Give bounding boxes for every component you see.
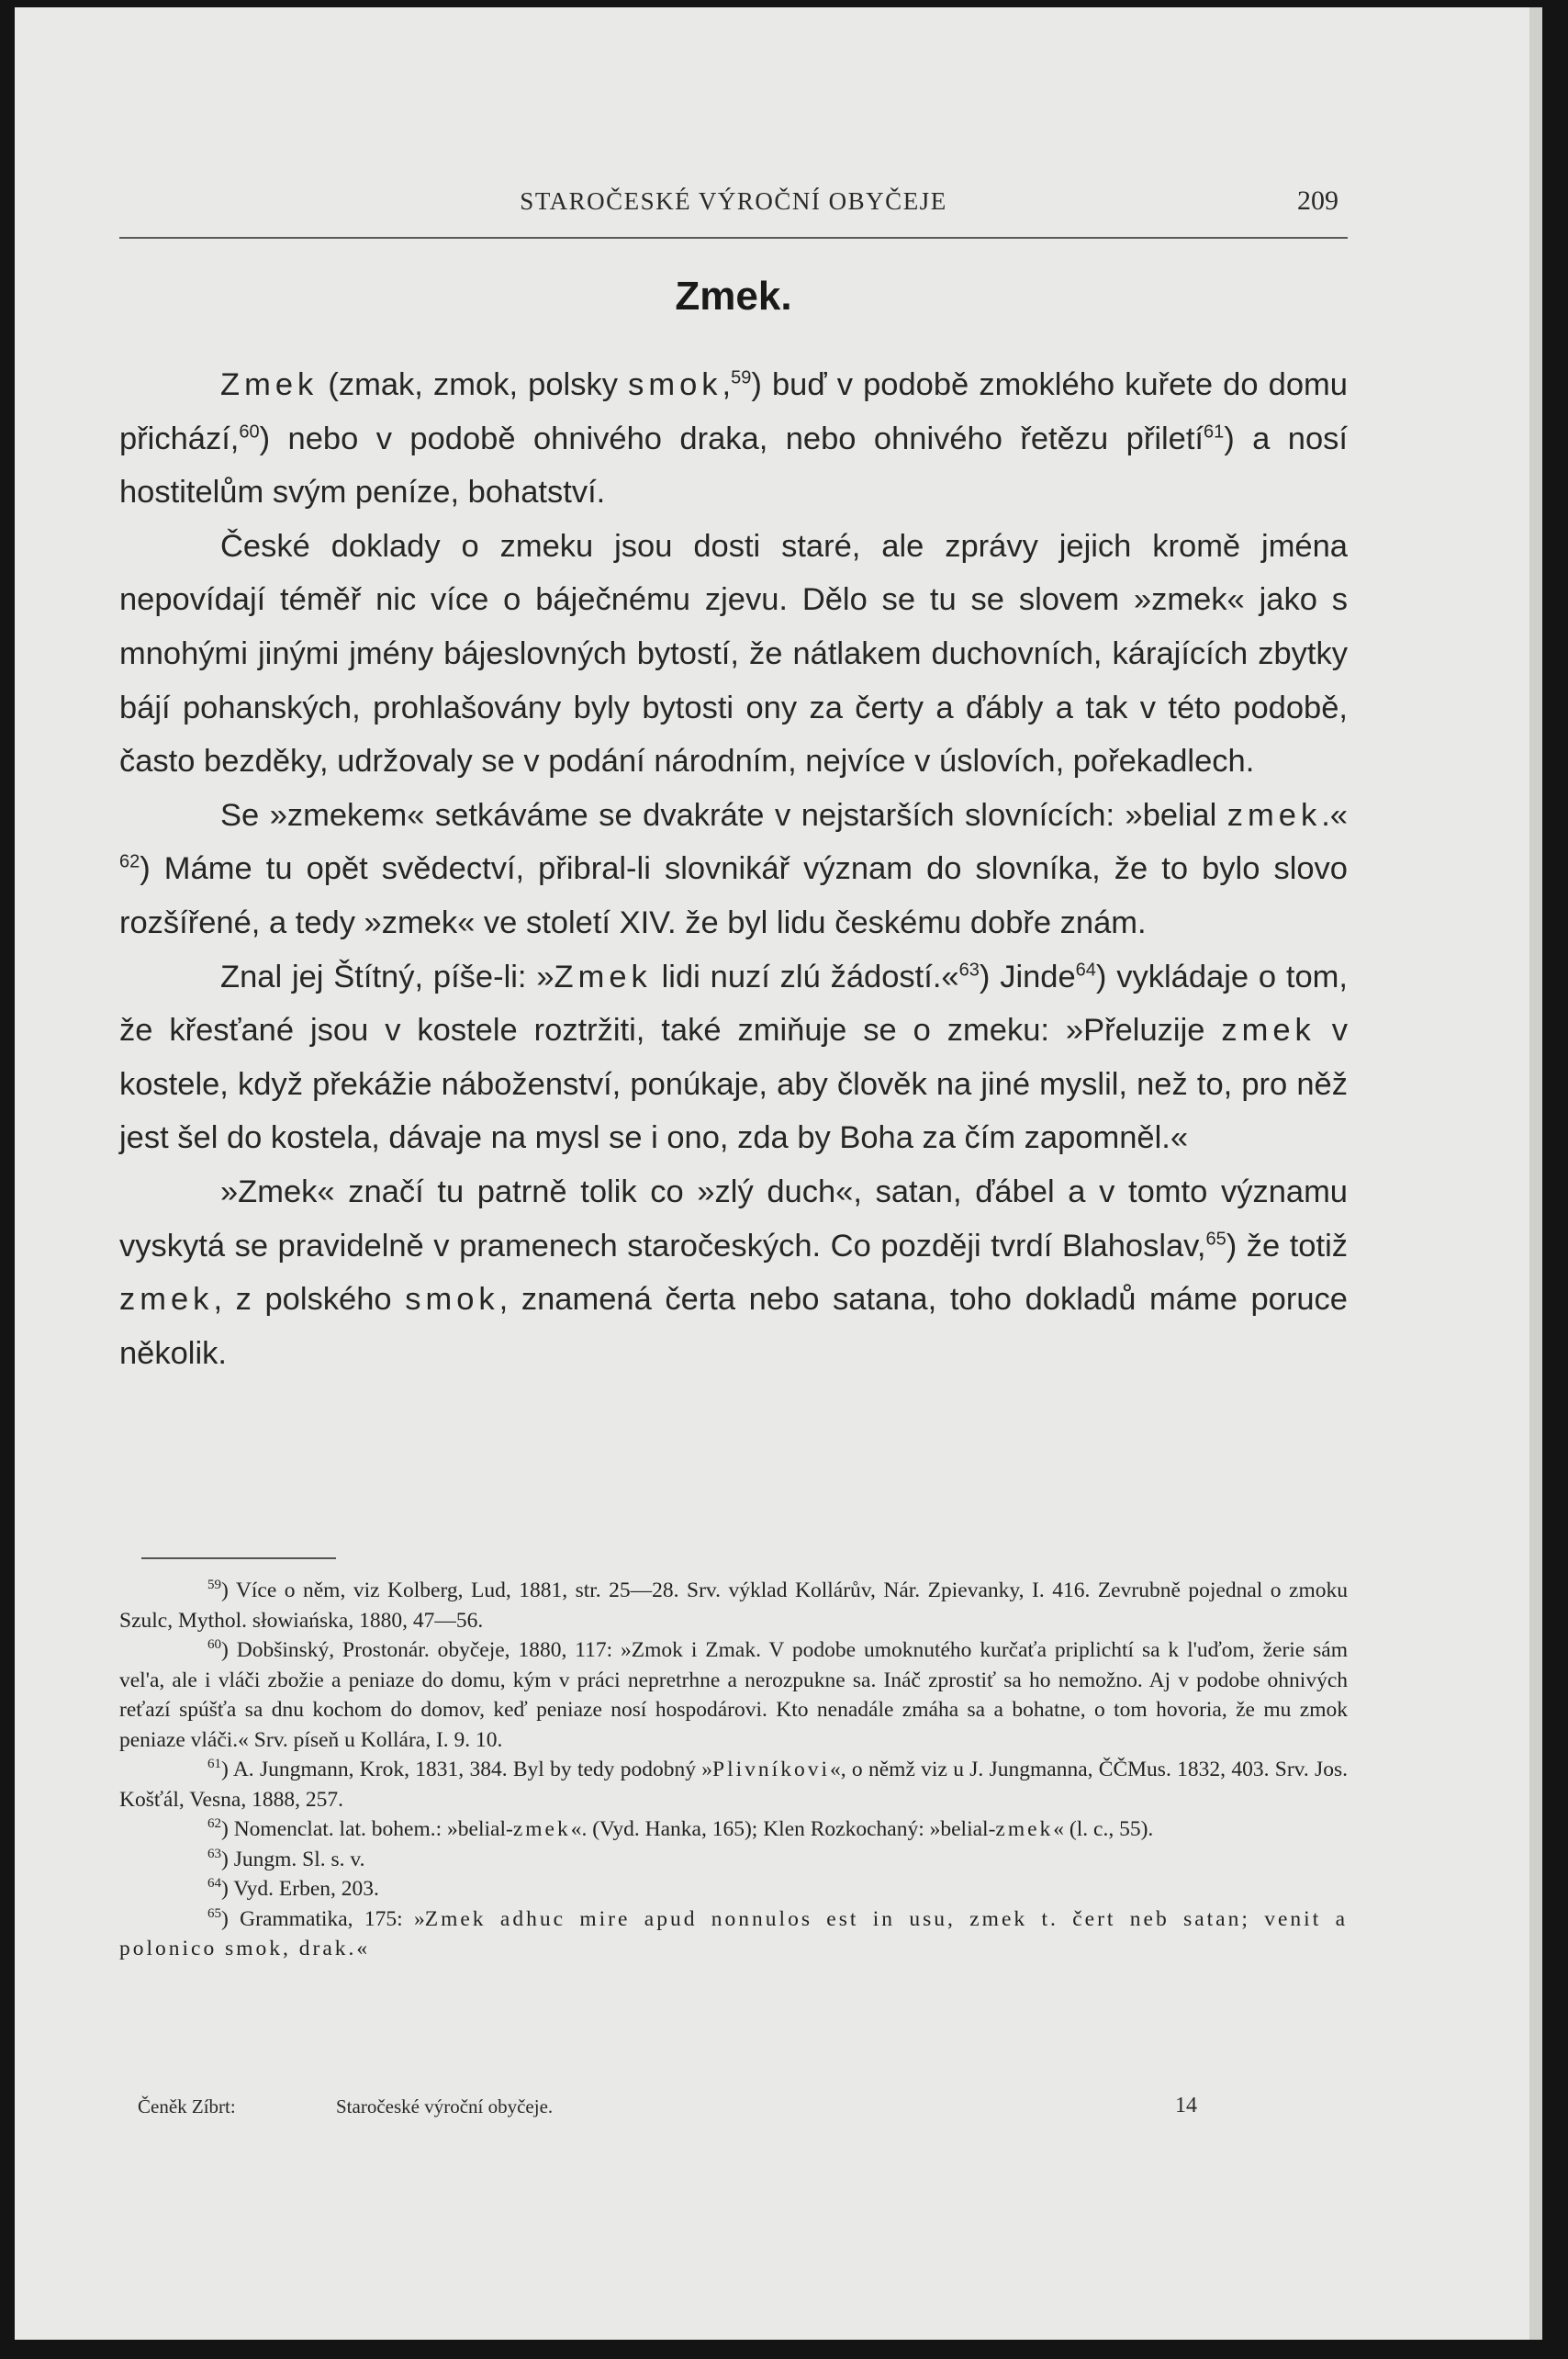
- signature-book-title: Staročeské výroční obyčeje.: [336, 2095, 554, 2117]
- footnote-reference: 60: [239, 421, 260, 443]
- text-run: «: [356, 1937, 368, 1960]
- body-paragraph: [119, 950, 1348, 1165]
- body-text: [119, 358, 1348, 1380]
- signature-author: Čeněk Zíbrt:: [138, 2095, 236, 2117]
- spaced-emphasis: smok: [628, 367, 722, 402]
- footnote-reference: 61: [1204, 421, 1225, 443]
- footnote-rule: [141, 1557, 336, 1559]
- text-run: ) vykládaje o tom, že křesťané jsou v kostele roztržiti, také zmiňuje se o zmeku: »Přeluzije: [119, 959, 1349, 1049]
- footnote-number: 62: [207, 1816, 221, 1832]
- text-run: ) buď v podobě zmoklého kuřete do domu přichází,: [119, 367, 1348, 456]
- footnote-number: 59: [207, 1578, 221, 1593]
- footnote-number: 64: [207, 1876, 221, 1892]
- footnote: [119, 1755, 1348, 1814]
- text-run: České doklady o zmeku jsou dosti staré, ale zprávy jejich kromě jména nepovídají téměř nic více o báječnému zjevu. Dělo se tu se slovem »zmek« jako s mnohými jinými jmény bájeslovných bytostí, že nátlakem duchovních, kárajících zbytky bájí pohanských, prohlašovány byly bytosti ony za čerty a ďábly a tak v této podobě, často bezděky, udržovaly se v podání národním, nejvíce v úslovích, pořekadlech.: [119, 528, 1348, 780]
- text-run: ) Jungm. Sl. s. v.: [221, 1847, 365, 1871]
- footnote-reference: 63: [958, 960, 980, 981]
- section-title: Zmek.: [675, 274, 792, 319]
- footnote-reference: 62: [119, 851, 140, 872]
- signature-sheet-number: 14: [1175, 2094, 1197, 2117]
- spaced-emphasis: Zmek: [554, 959, 652, 994]
- text-run: ) Nomenclat. lat. bohem.: »belial-: [221, 1817, 513, 1841]
- footnote-number: 60: [207, 1637, 221, 1653]
- body-paragraph: [119, 1165, 1348, 1380]
- running-head: STAROČESKÉ VÝROČNÍ OBYČEJE: [520, 187, 947, 215]
- text-run: ) Více o něm, viz Kolberg, Lud, 1881, str. 25—28. Srv. výklad Kollárův, Nár. Zpievanky, I. 416. Zevrubně pojednal o zmoku Szulc, Mythol. słowiańska, 1880, 47—56.: [119, 1578, 1348, 1633]
- spaced-emphasis: Zmek: [220, 367, 319, 402]
- text-run: v kostele, když překážie náboženství, ponúkaje, aby člověk na jiné myslil, než to, pro něž jest šel do kostela, dávaje na mysl se i ono, zda by Boha za čím zapomněl.«: [119, 1013, 1348, 1156]
- footnote-number: 63: [207, 1846, 221, 1861]
- text-run: ) Jinde: [979, 959, 1076, 994]
- text-run: Se »zmekem« setkáváme se dvakráte v nejstarších slovnících: »belial: [220, 797, 1227, 833]
- footnote: [119, 1904, 1348, 1964]
- footnotes: [119, 1576, 1348, 1964]
- text-run: «. (Vyd. Hanka, 165); Klen Rozkochaný: »belial-: [570, 1817, 996, 1841]
- body-paragraph: [119, 520, 1348, 789]
- text-run: .«: [1321, 797, 1348, 833]
- text-run: »Zmek« značí tu patrně tolik co »zlý duch«, satan, ďábel a v tomto významu vyskytá se pravidelně v pramenech staročeských. Co později tvrdí Blahoslav,: [119, 1174, 1348, 1264]
- footnote: [119, 1814, 1348, 1845]
- text-run: lidi nuzí zlú žádostí.«: [651, 959, 959, 994]
- spaced-emphasis: zmek: [119, 1282, 214, 1318]
- footnote-reference: 59: [731, 367, 752, 388]
- book-page: [15, 7, 1542, 2340]
- footnote-reference: 65: [1205, 1229, 1226, 1249]
- footnote-number: 61: [207, 1757, 221, 1772]
- text-run: ) že totiž: [1226, 1228, 1348, 1264]
- text-run: ) Máme tu opět svědectví, přibral-li slovnikář význam do slovníka, že to bylo slovo rozšířené, a tedy »zmek« ve století XIV. že byl lidu českému dobře znám.: [119, 851, 1348, 940]
- header-rule: [119, 237, 1348, 239]
- page-number: 209: [1297, 185, 1338, 216]
- text-run: ) Dobšinský, Prostonár. obyčeje, 1880, 117: »Zmok i Zmak. V podobe umoknutého kurčaťa priplichtí sa k l'uďom, žerie sám vel'a, ale i vláči zbožie a peniaze do domu, kým v práci nepretrhne a nerozpukne sa. Ináč zprostiť sa ho nemožno. Aj v podobe ohnivých reťazí spúšťa sa dnu kochom do domov, keď peniaze nosí hospodárovi. Kto nenadále zmáha sa a bohatne, o tom hovoria, že mu zmok peniaze vláči.« Srv. píseň u Kollára, I. 9. 10.: [119, 1638, 1348, 1752]
- text-run: (zmak, zmok, polsky: [318, 367, 629, 402]
- body-paragraph: [119, 789, 1348, 950]
- text-run: , znamená čerta nebo satana, toho dokladů máme poruce několik.: [119, 1282, 1348, 1371]
- footnote-number: 65: [207, 1905, 221, 1921]
- spaced-emphasis: Zmek adhuc mire apud nonnulos est in usu, zmek t. čert neb satan; venit a polonico smok, drak.: [119, 1906, 1349, 1960]
- footnote-reference: 64: [1075, 960, 1096, 981]
- text-run: ) Vyd. Erben, 203.: [221, 1877, 379, 1901]
- footnote: [119, 1874, 1348, 1904]
- text-run: ) Grammatika, 175: »: [221, 1906, 425, 1931]
- spaced-emphasis: zmek: [1226, 797, 1322, 833]
- text-run: ) A. Jungmann, Krok, 1831, 384. Byl by tedy podobný »: [221, 1758, 713, 1781]
- footnote: [119, 1576, 1348, 1635]
- spaced-emphasis: zmek: [512, 1817, 571, 1841]
- text-run: , z polského: [213, 1282, 406, 1318]
- spaced-emphasis: zmek: [995, 1817, 1054, 1841]
- spaced-emphasis: smok: [405, 1282, 499, 1318]
- footnote: [119, 1635, 1348, 1755]
- text-run: Znal jej Štítný, píše-li: »: [220, 959, 554, 994]
- text-run: « (l. c., 55).: [1053, 1817, 1154, 1841]
- text-run: «, o němž viz u J. Jungmanna, ČČMus. 1832, 403. Srv. Jos. Košťál, Vesna, 1888, 257.: [119, 1758, 1348, 1812]
- footnote: [119, 1845, 1348, 1875]
- spaced-emphasis: zmek: [1221, 1013, 1316, 1049]
- text-run: ,: [722, 367, 732, 402]
- page-header: [119, 187, 1348, 228]
- text-run: ) nebo v podobě ohnivého draka, nebo ohnivého řetězu přiletí: [259, 421, 1204, 456]
- spaced-emphasis: Plivníkovi: [712, 1758, 830, 1781]
- body-paragraph: [119, 358, 1348, 520]
- text-run: ) a nosí hostitelům svým peníze, bohatství.: [119, 421, 1348, 511]
- page-edge-shadow: [1529, 7, 1542, 2340]
